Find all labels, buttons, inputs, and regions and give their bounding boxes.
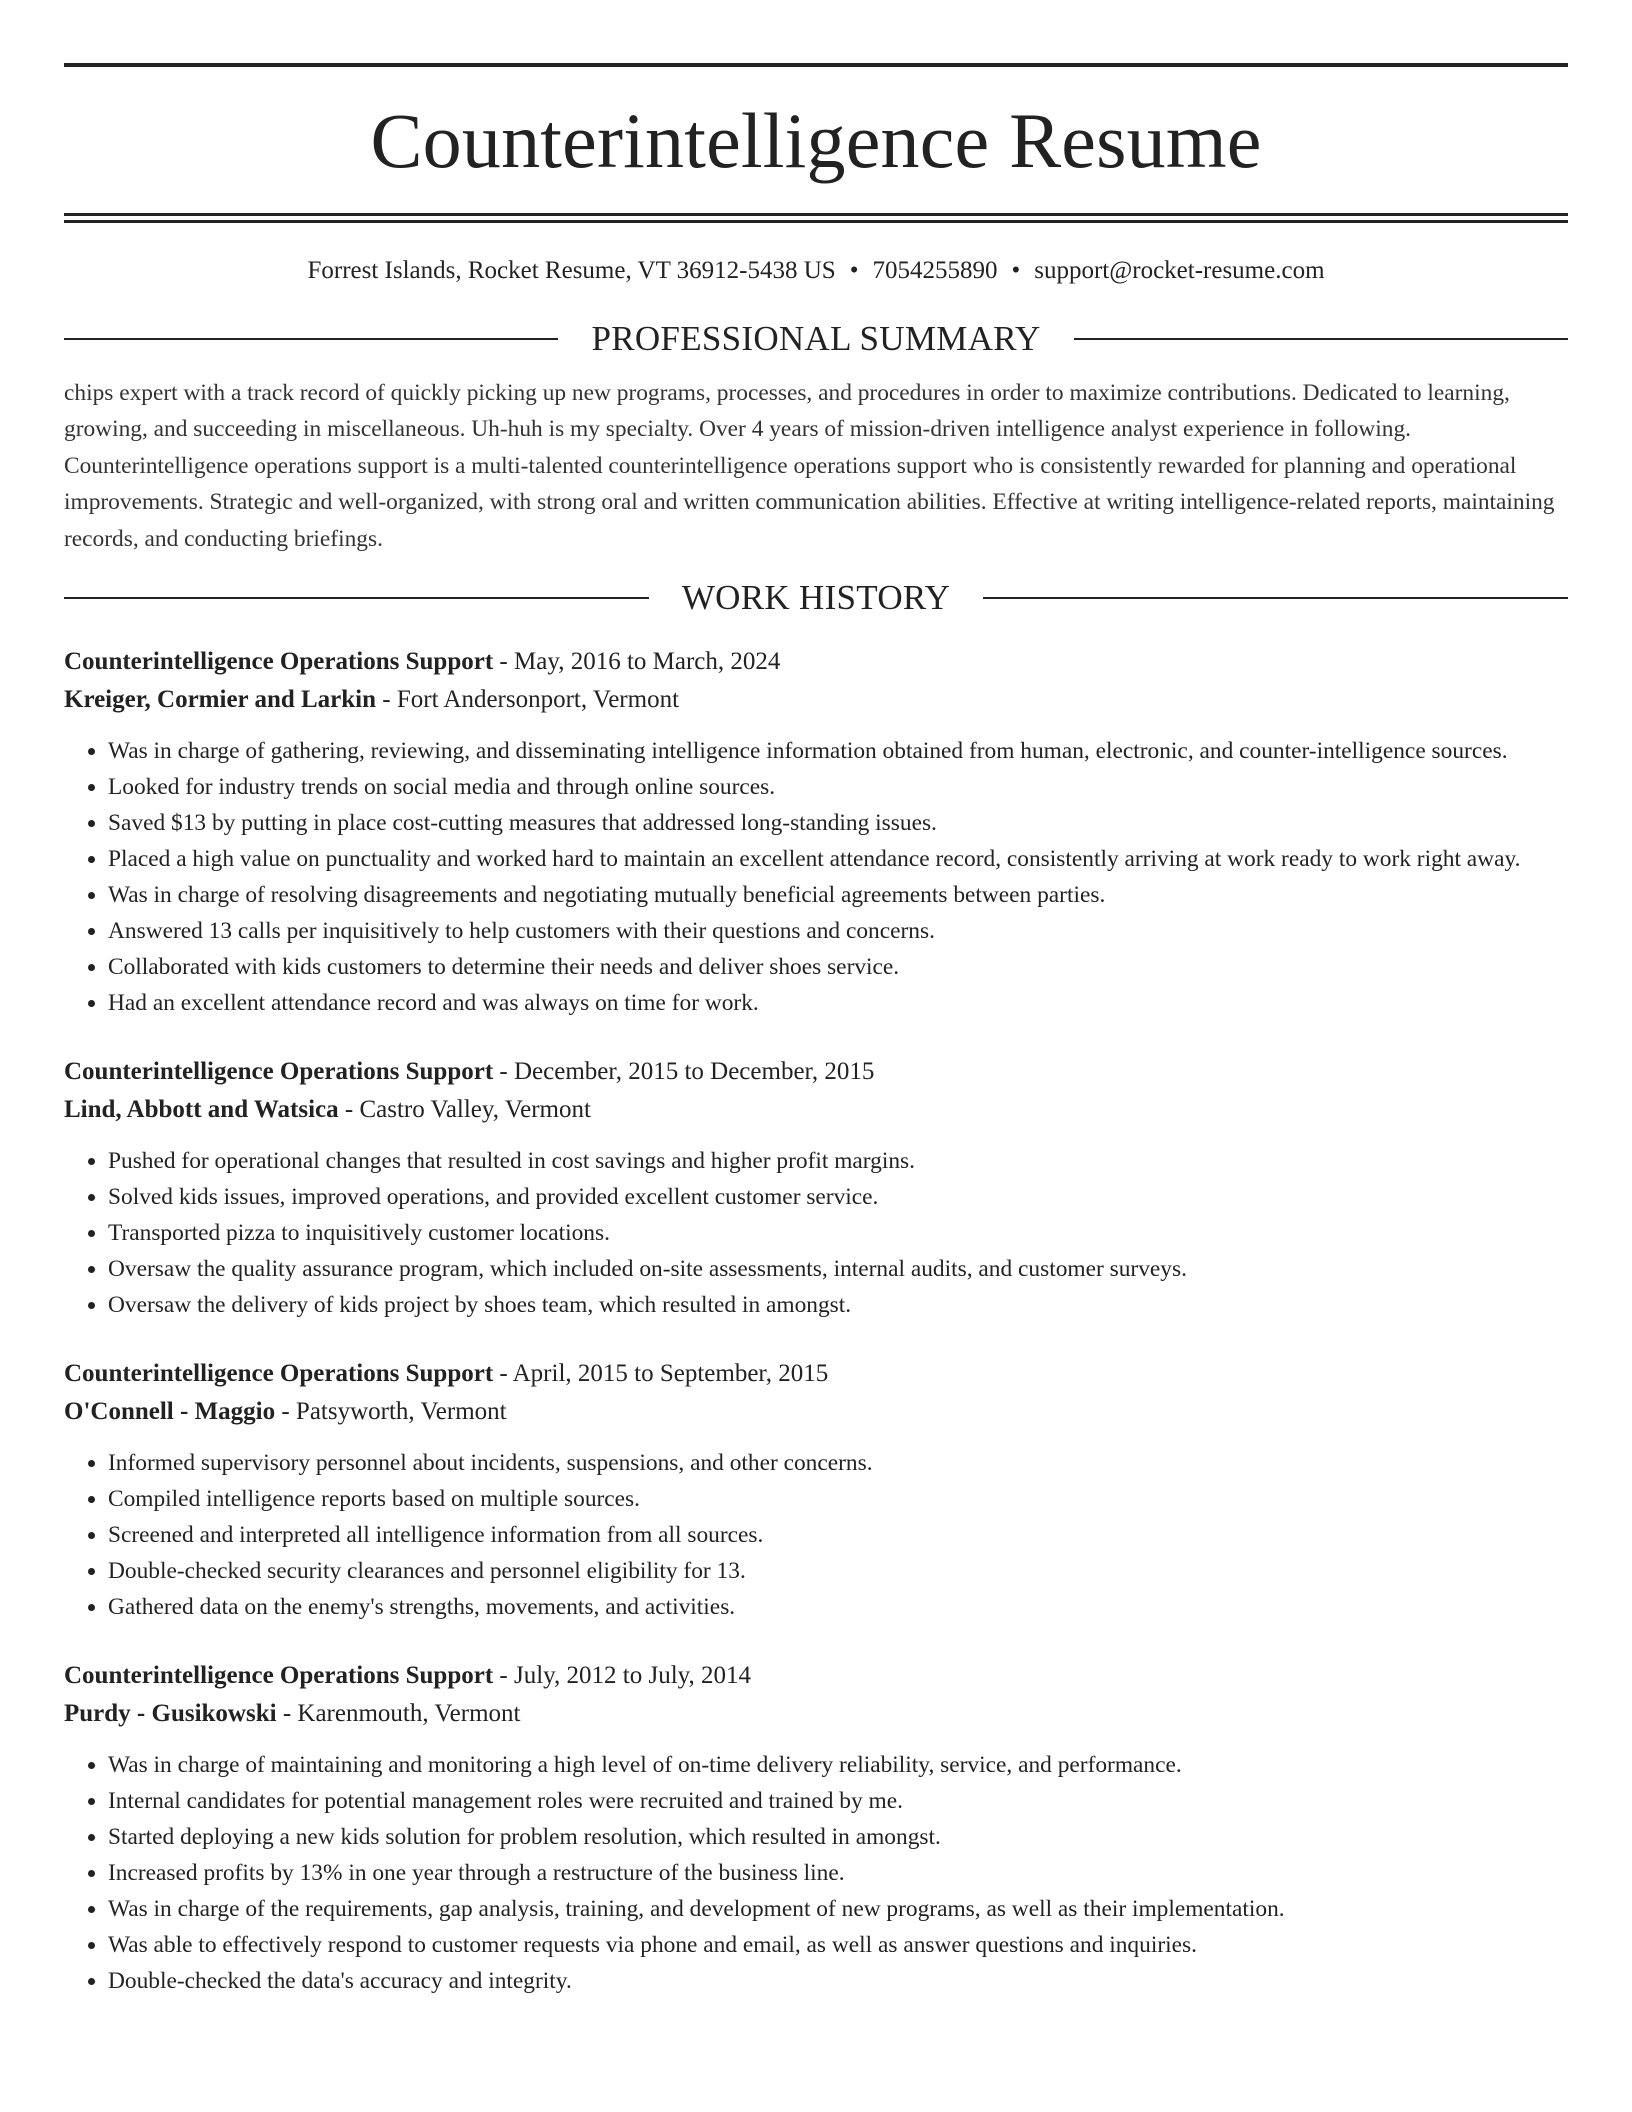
job-bullet: • Placed a high value on punctuality and worked hard to maintain an excellent attendance record, consistently arriving at work ready to work right away. (108, 841, 1568, 877)
job-bullet: • Oversaw the delivery of kids project by shoes team, which resulted in amongst. (108, 1287, 1568, 1323)
job-company-line (64, 1393, 1568, 1431)
work-history-list (64, 643, 1568, 1999)
job-company-line (64, 1695, 1568, 1733)
job-location: - Castro Valley, Vermont (338, 1096, 591, 1124)
title-double-rule (64, 213, 1568, 223)
job-entry (64, 1657, 1568, 1999)
job-bullet: • Was able to effectively respond to customer requests via phone and email, as well as answer questions and inquiries. (108, 1927, 1568, 1963)
job-bullet: • Collaborated with kids customers to determine their needs and deliver shoes service. (108, 949, 1568, 985)
job-bullet: • Transported pizza to inquisitively customer locations. (108, 1215, 1568, 1251)
job-bullet: • Gathered data on the enemy's strengths, movements, and activities. (108, 1589, 1568, 1625)
job-bullet: • Double-checked the data's accuracy and integrity. (108, 1963, 1568, 1999)
job-bullet: • Pushed for operational changes that resulted in cost savings and higher profit margins. (108, 1143, 1568, 1179)
resume-page (64, 0, 1568, 1999)
job-bullet: • Informed supervisory personnel about incidents, suspensions, and other concerns. (108, 1445, 1568, 1481)
work-section-header (64, 575, 1568, 621)
section-rule-right (1074, 338, 1568, 340)
job-company: Purdy - Gusikowski (64, 1700, 277, 1728)
job-bullet: • Had an excellent attendance record and was always on time for work. (108, 985, 1568, 1021)
resume-title: Counterintelligence Resume (370, 97, 1262, 184)
job-bullet: • Saved $13 by putting in place cost-cutting measures that addressed long-standing issues. (108, 805, 1568, 841)
job-title-line (64, 1657, 1568, 1695)
summary-heading: PROFESSIONAL SUMMARY (591, 319, 1041, 358)
section-rule-right (983, 597, 1568, 599)
job-location: - Patsyworth, Vermont (275, 1398, 507, 1426)
job-title-line (64, 643, 1568, 681)
job-dates: - April, 2015 to September, 2015 (493, 1360, 829, 1388)
job-bullet: • Was in charge of resolving disagreements and negotiating mutually beneficial agreements between parties. (108, 877, 1568, 913)
job-title-line (64, 1053, 1568, 1091)
job-company-line (64, 1091, 1568, 1129)
job-company: Lind, Abbott and Watsica (64, 1096, 339, 1124)
job-title: Counterintelligence Operations Support (64, 1662, 494, 1690)
job-title: Counterintelligence Operations Support (64, 1360, 494, 1388)
job-location: - Fort Andersonport, Vermont (376, 686, 680, 714)
job-bullet: • Looked for industry trends on social media and through online sources. (108, 769, 1568, 805)
job-bullet-list (64, 733, 1568, 1021)
job-entry (64, 1355, 1568, 1625)
job-entry (64, 1053, 1568, 1323)
job-bullet: • Solved kids issues, improved operations, and provided excellent customer service. (108, 1179, 1568, 1215)
job-company: Kreiger, Cormier and Larkin (64, 686, 377, 714)
job-dates: - July, 2012 to July, 2014 (493, 1662, 752, 1690)
job-location: - Karenmouth, Vermont (276, 1700, 521, 1728)
job-dates: - December, 2015 to December, 2015 (493, 1058, 875, 1086)
job-bullet-list (64, 1143, 1568, 1323)
job-bullet: • Compiled intelligence reports based on multiple sources. (108, 1481, 1568, 1517)
job-title: Counterintelligence Operations Support (64, 1058, 494, 1086)
job-company: O'Connell - Maggio (64, 1398, 276, 1426)
job-bullet: • Oversaw the quality assurance program, which included on-site assessments, internal audits, and customer surveys. (108, 1251, 1568, 1287)
summary-text: chips expert with a track record of quickly picking up new programs, processes, and procedures in order to maximize contributions. Dedicated to learning, growing, and succeeding in miscellaneous. Uh-huh is my specialty. Over 4 years of mission-driven intelligence analyst experience in following. Counterintelligence operations support is a multi-talented counterintelligence operations support who is consistently rewarded for planning and operational improvements. Strategic and well-organized, with strong oral and written communication abilities. Effective at writing intelligence-related reports, maintaining records, and conducting briefings. (64, 380, 1555, 552)
job-bullet-list (64, 1445, 1568, 1625)
job-title-line (64, 1355, 1568, 1393)
section-rule-left (64, 338, 558, 340)
contact-line (64, 254, 1568, 288)
job-bullet: • Started deploying a new kids solution for problem resolution, which resulted in amongst. (108, 1819, 1568, 1855)
contact-phone: 7054255890 (872, 257, 998, 284)
job-bullet: • Double-checked security clearances and personnel eligibility for 13. (108, 1553, 1568, 1589)
contact-separator: • (1011, 257, 1021, 284)
job-dates: - May, 2016 to March, 2024 (493, 648, 781, 676)
contact-address: Forrest Islands, Rocket Resume, VT 36912-5438 US (307, 257, 836, 284)
work-heading: WORK HISTORY (681, 578, 951, 618)
contact-separator: • (849, 257, 859, 284)
section-rule-left (64, 597, 649, 599)
job-title: Counterintelligence Operations Support (64, 648, 494, 676)
job-company-line (64, 681, 1568, 719)
job-bullet: • Increased profits by 13% in one year through a restructure of the business line. (108, 1855, 1568, 1891)
summary-section-header (64, 316, 1568, 362)
job-bullet: • Answered 13 calls per inquisitively to help customers with their questions and concerns. (108, 913, 1568, 949)
job-bullet: • Was in charge of maintaining and monitoring a high level of on-time delivery reliability, service, and performance. (108, 1747, 1568, 1783)
job-bullet: • Was in charge of the requirements, gap analysis, training, and development of new programs, as well as their implementation. (108, 1891, 1568, 1927)
top-rule (64, 63, 1568, 67)
job-bullet-list (64, 1747, 1568, 1999)
job-bullet: • Was in charge of gathering, reviewing, and disseminating intelligence information obtained from human, electronic, and counter-intelligence sources. (108, 733, 1568, 769)
job-bullet: • Internal candidates for potential management roles were recruited and trained by me. (108, 1783, 1568, 1819)
job-bullet: • Screened and interpreted all intelligence information from all sources. (108, 1517, 1568, 1553)
contact-email: support@rocket-resume.com (1034, 257, 1325, 284)
job-entry (64, 643, 1568, 1021)
